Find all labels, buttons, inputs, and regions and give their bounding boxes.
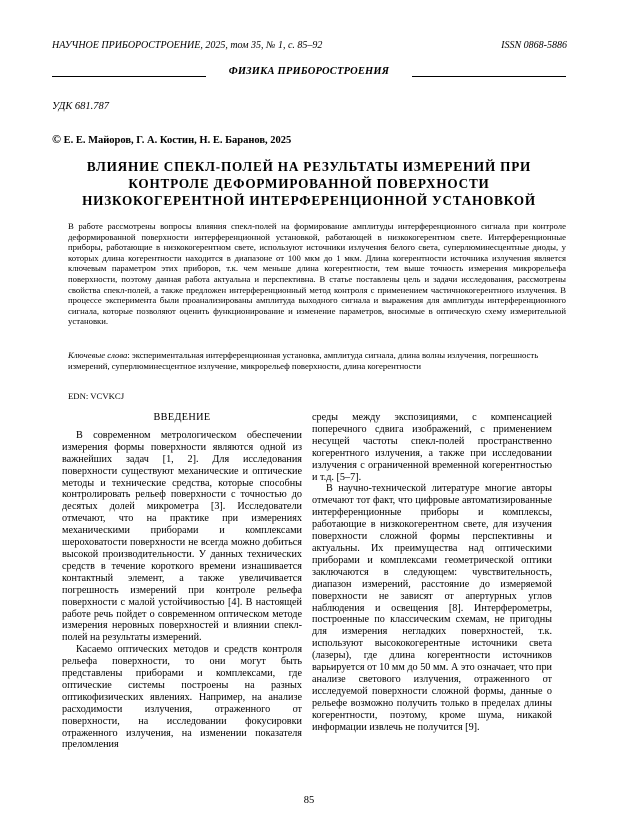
author-names: Е. Е. Майоров, Г. А. Костин, Н. Е. Баранов, 2025 (63, 135, 292, 146)
body-paragraph: В современном метрологическом обеспечении измерения формы поверхности являются одной из важнейших задач [1, 2]. Для исследования поверхности существуют механические и оптические методы и технические средства, которые способны контролировать рельеф поверхности с точностью до десятых долей микрометра [3]. Исследователи отмечают, что на практике при измерениях механическими приборами и комплексами шероховатости поверхности не всегда можно добиться высокой производительности. У данных технических средств в течение короткого времени изнашивается контактный элемент, а также увеличивается погрешность измерений при контроле рельефа поверхности с малой устойчивостью [4]. В настоящей работе речь пойдет о современном оптическом методе измерения неровных поверхностей и влиянии спекл-полей на результаты измерений. (62, 429, 302, 644)
keywords-text: : экспериментальная интерференционная установка, амплитуда сигнала, длина волны излучения, погрешность измерений, суперлюминесцентное излучение, микрорельеф поверхности, длина когерентности (68, 350, 539, 371)
keywords-label: Ключевые слова (68, 350, 128, 360)
keywords (68, 350, 566, 371)
journal-header: НАУЧНОЕ ПРИБОРОСТРОЕНИЕ, 2025, том 35, № 1, с. 85–92 (52, 40, 323, 51)
authors-line (52, 132, 291, 147)
abstract: В работе рассмотрены вопросы влияния спекл-полей на формирование амплитуды интерференционного сигнала при контроле деформированной поверхности интерференционной установкой, работающей в низкокогерентном свете. Интерференционные приборы, работающие в низкокогерентном свете, используют источники излучения белого света, суперлюминесцентные диоды, у которых длина когерентности находится в диапазоне от 100 мкм до 1 мкм. Длина когерентности источника излучения является ключевым параметром этих приборов, т.к. чем меньше длина когерентности, тем выше точность измерения микрорельефа поверхности, поэтому данная работа актуальна и перспективна. В статье поставлены цель и задачи исследования, рассмотрены свойства спекл-полей, а также предложен интерференционный метод контроля с применением частичнокогерентного излучения. В процессе эксперимента были проанализированы амплитуда выходного сигнала и выражения для амплитуды интерференционного сигнала, которые позволяют оценить функционирование и изменение параметров, вносимые в оптическую схему измерительной установки. (68, 221, 566, 327)
udk-code: УДК 681.787 (52, 101, 110, 112)
edn-code: EDN: VCVKCJ (68, 391, 125, 401)
right-column (312, 412, 552, 733)
rubric-rule-right (412, 76, 566, 77)
left-column (62, 412, 302, 751)
section-rubric: ФИЗИКА ПРИБОРОСТРОЕНИЯ (228, 66, 390, 77)
section-heading-introduction: ВВЕДЕНИЕ (153, 412, 211, 423)
rubric-rule-left (52, 76, 206, 77)
body-paragraph: В научно-технической литературе многие авторы отмечают тот факт, что цифровые автоматизированные интерференционные приборы и комплексы, работающие в низкокогерентном свете, для изучения поверхности сложной формы перспективны и актуальны. Их преимущества над оптическими приборами и комплексами геометрической оптики заключаются в следующем: чувствительность, диапазон измерений, расстояние до измеряемой поверхности не зависят от апертурных углов наблюдения и освещения [8]. Интерферометры, построенные по классическим схемам, не пригодны для измерения негладких поверхностей, т.к. используют высококогерентные источники света (лазеры), где длина когерентности источников варьируется от 10 мм до 50 мм. А это означает, что при анализе светового излучения, отраженного от исследуемой поверхности сложной формы, данные о рельефе возможно получить только в пределах длины когерентности, поэтому, кроме шума, никакой информации извлечь не получится [9]. (312, 483, 552, 733)
page-number: 85 (303, 795, 315, 806)
issn-label: ISSN 0868-5886 (501, 40, 567, 51)
body-paragraph: среды между экспозициями, с компенсацией поперечного сдвига изображений, с применением несущей частоты спекл-полей пространственно когерентного излучения, а также при исследовании излучения с ограниченной временной когерентностью и т.д. [5–7]. (312, 412, 552, 483)
copyright-symbol: © (52, 132, 61, 146)
body-paragraph: Касаемо оптических методов и средств контроля рельефа поверхности, то они могут быть представлены приборами и комплексами, где оптические системы построены на разных оптикофизических явлениях. Например, на анализе расходимости излучения, отраженного от поверхности, на исследовании фокусировки отраженного излучения, на изменении показателя преломления (62, 644, 302, 751)
article-title: ВЛИЯНИЕ СПЕКЛ-ПОЛЕЙ НА РЕЗУЛЬТАТЫ ИЗМЕРЕНИЙ ПРИ КОНТРОЛЕ ДЕФОРМИРОВАННОЙ ПОВЕРХНОСТИ НИЗКОКОГЕРЕНТНОЙ ИНТЕРФЕРЕНЦИОННОЙ УСТАНОВКОЙ (82, 159, 536, 208)
